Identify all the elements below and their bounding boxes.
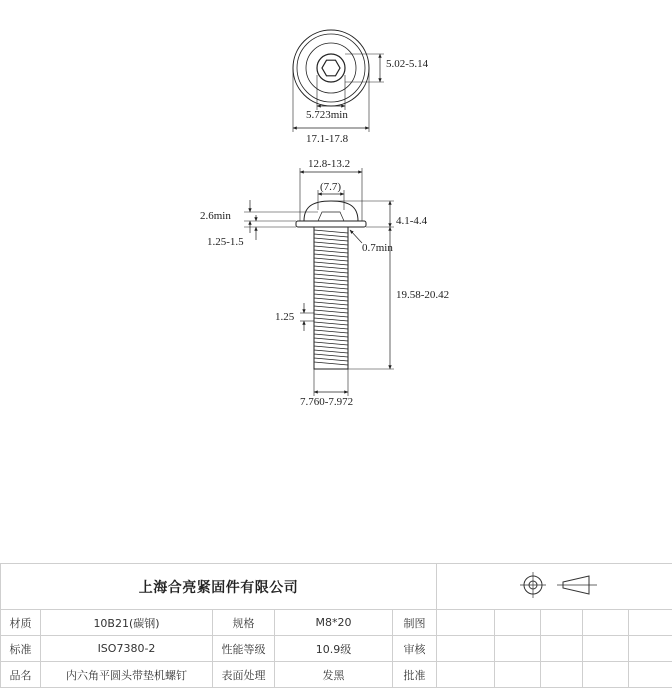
thread-lines: [314, 230, 348, 365]
washer-collar: [296, 221, 366, 227]
cell-label: 表面处理: [213, 662, 275, 688]
cell-value: 10B21(碳钢): [41, 610, 213, 636]
cell-label: 性能等级: [213, 636, 275, 662]
cell-empty: [583, 610, 629, 636]
socket-circle: [317, 54, 345, 82]
cell-empty: [583, 636, 629, 662]
projection-symbols: [437, 564, 672, 610]
dim-collar-diameter: 12.8-13.2: [308, 158, 350, 170]
title-row: [1, 610, 672, 636]
cell-empty: [629, 662, 672, 688]
cell-empty: [541, 662, 583, 688]
cell-empty: [495, 636, 541, 662]
cell-label: 制图: [393, 610, 437, 636]
cell-value: 10.9级: [275, 636, 393, 662]
cell-label: 批准: [393, 662, 437, 688]
side-view: [244, 168, 394, 396]
dim-head-diameter: 17.1-17.8: [306, 133, 349, 145]
cell-value: 内六角平圆头带垫机螺钉: [41, 662, 213, 688]
cell-empty: [629, 636, 672, 662]
dim-drive-ref: (7.7): [320, 181, 341, 193]
cell-label: 标准: [1, 636, 41, 662]
cell-empty: [437, 610, 495, 636]
cell-empty: [541, 610, 583, 636]
cell-label: 规格: [213, 610, 275, 636]
first-angle-projection-icon: [520, 572, 546, 598]
title-block: [0, 563, 672, 685]
hex-socket: [322, 60, 340, 76]
cell-label: 材质: [1, 610, 41, 636]
dim-hex-width: 5.723min: [306, 109, 348, 121]
cell-empty: [437, 662, 495, 688]
cell-empty: [541, 636, 583, 662]
cell-label: 品名: [1, 662, 41, 688]
title-row: [1, 662, 672, 688]
dim-hex-depth: 5.02-5.14: [386, 58, 429, 70]
dim-collar-thickness: 1.25-1.5: [207, 236, 244, 248]
company-name: 上海合亮紧固件有限公司: [1, 564, 437, 610]
head-inner-circle: [297, 34, 365, 102]
head-outer-circle: [293, 30, 369, 106]
dim-fillet: 0.7min: [362, 242, 393, 254]
dim-shank-length: 19.58-20.42: [396, 289, 449, 301]
dim-head-total-height: 4.1-4.4: [396, 215, 428, 227]
cell-empty: [495, 662, 541, 688]
cell-value: M8*20: [275, 610, 393, 636]
cell-empty: [495, 610, 541, 636]
washer-circle: [306, 43, 356, 93]
taper-icon: [557, 576, 597, 594]
cell-value: 发黑: [275, 662, 393, 688]
dim-head-height-min: 2.6min: [200, 210, 231, 222]
dim-thread-diameter: 7.760-7.972: [300, 396, 353, 408]
title-row: [1, 636, 672, 662]
button-head: [304, 201, 358, 221]
dim-thread-pitch: 1.25: [275, 311, 295, 323]
cell-value: ISO7380-2: [41, 636, 213, 662]
cell-empty: [629, 610, 672, 636]
cell-empty: [437, 636, 495, 662]
cell-label: 审核: [393, 636, 437, 662]
cell-empty: [583, 662, 629, 688]
